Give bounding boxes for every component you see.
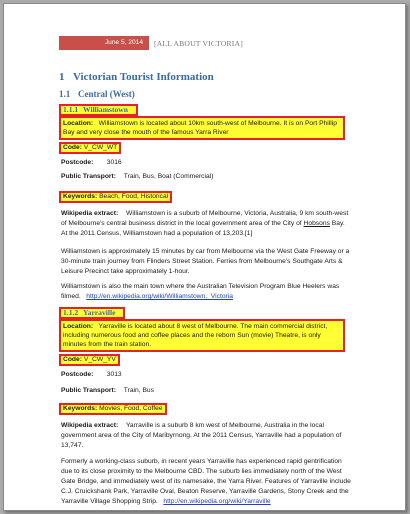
williamstown-heading-number: 1.1.1 xyxy=(63,105,79,114)
williamstown-location-text: Williamstown is located about 10km south-west of Melbourne. It is on Port Phillip Bay and very close the mouth of the famous Yarra River xyxy=(63,120,337,136)
yarraville-code xyxy=(59,354,120,366)
heading-2-text: Central (West) xyxy=(78,89,135,99)
williamstown-wiki-label: Wikipedia extract: xyxy=(61,210,119,217)
williamstown-wiki-extract xyxy=(61,209,351,239)
yarraville-code-value: V_CW_YV xyxy=(83,356,116,363)
williamstown-wiki-hobsons: Hobsons xyxy=(303,220,330,227)
yarraville-location xyxy=(59,319,345,352)
yarraville-location-text: Yarraville is located about 8 west of Melbourne. The main commercial district, including numerous food and coffee places and the reborn Sun (movie) Theatre, is only minutes from the train station. xyxy=(63,323,328,348)
williamstown-code-value: V_CW_WT xyxy=(83,144,118,151)
heading-1-text: Victorian Tourist Information xyxy=(73,71,214,83)
williamstown-wiki-link[interactable]: http://en.wikipedia.org/wiki/Williamstown,_Victoria xyxy=(86,293,233,300)
yarraville-code-label: Code: xyxy=(63,356,82,363)
williamstown-code-label: Code: xyxy=(63,144,82,151)
yarraville-postcode xyxy=(61,370,351,380)
yarraville-para-2-text: Formerly a working-class suburb, in recent years Yarraville has experienced rapid gentrification due to its close proximity to the Melbourne CBD. The suburb lies immediately north of the West Gate Bridge, and immediately west of its namesake, the Yarra River. Features of Yarraville include C.J. Cruickshank Park, Yarraville Oval, Beaton Reserve, Yarraville Gardens, Stony Creek and the Yarraville Village Shopping Strip. xyxy=(61,458,351,505)
williamstown-heading-text: Williamstown xyxy=(83,105,129,114)
williamstown-heading xyxy=(59,104,138,116)
williamstown-para-3 xyxy=(61,282,351,302)
williamstown-transport-label: Public Transport: xyxy=(61,173,116,180)
williamstown-location xyxy=(59,116,345,140)
williamstown-postcode xyxy=(61,158,351,168)
yarraville-location-label: Location: xyxy=(63,323,94,330)
heading-1 xyxy=(59,71,214,83)
williamstown-postcode-value: 3016 xyxy=(106,159,122,166)
williamstown-keywords-value: Beach, Food, Historical xyxy=(99,193,169,200)
williamstown-wiki-text-2: Bay. At the 2011 Census, Williamstown had a population of 13,203.[1] xyxy=(61,220,345,237)
yarraville-wiki-text: Yarraville is a suburb 8 km west of Melbourne, Australia in the local government area of the City of Maribyrnong. At the 2011 Census, Yarraville had a population of 13,747. xyxy=(61,422,342,449)
header-date: June 5, 2014 xyxy=(59,36,149,50)
yarraville-wiki-link[interactable]: http://en.wikipedia.org/wiki/Yarraville xyxy=(163,498,271,505)
yarraville-transport xyxy=(61,386,351,396)
williamstown-transport-value: Train, Bus, Boat (Commercial) xyxy=(123,173,214,180)
yarraville-heading-text: Yarraville xyxy=(83,308,116,317)
yarraville-keywords xyxy=(59,403,167,415)
header-title: [ALL ABOUT VICTORIA] xyxy=(154,38,243,48)
heading-2-number: 1.1 xyxy=(59,89,71,99)
document-page xyxy=(3,3,406,511)
yarraville-heading-number: 1.1.2 xyxy=(63,308,79,317)
williamstown-para-3-text: Williamstown is also the main town where the Australian Television Program Blue Heelers was filmed. xyxy=(61,283,340,300)
williamstown-location-label: Location: xyxy=(63,120,94,127)
heading-1-number: 1 xyxy=(59,71,65,83)
yarraville-wiki-extract xyxy=(61,421,351,451)
yarraville-keywords-value: Movies, Food, Coffee xyxy=(99,405,163,412)
yarraville-postcode-label: Postcode: xyxy=(61,371,94,378)
williamstown-keywords-label: Keywords: xyxy=(63,193,98,200)
williamstown-keywords xyxy=(59,191,172,203)
yarraville-heading xyxy=(59,307,125,319)
williamstown-wiki-text-1: Williamstown is a suburb of Melbourne, Victoria, Australia, 9 km south-west of Melbourne's central business district in the local government area of the City of xyxy=(61,210,349,227)
yarraville-transport-value: Train, Bus xyxy=(123,387,154,394)
yarraville-keywords-label: Keywords: xyxy=(63,405,98,412)
yarraville-transport-label: Public Transport: xyxy=(61,387,116,394)
page-header xyxy=(59,36,243,50)
yarraville-wiki-label: Wikipedia extract: xyxy=(61,422,119,429)
heading-2 xyxy=(59,89,135,99)
williamstown-transport xyxy=(61,172,351,182)
williamstown-postcode-label: Postcode: xyxy=(61,159,94,166)
yarraville-para-2 xyxy=(61,457,351,507)
yarraville-postcode-value: 3013 xyxy=(106,371,122,378)
williamstown-code xyxy=(59,142,121,154)
williamstown-para-2: Williamstown is approximately 15 minutes by car from Melbourne via the West Gate Freeway or a 30-minute train journey from Flinders Street Station. Ferries from Melbourne's Southgate Arts & Leisure Precinct take approximately 1-hour. xyxy=(61,248,350,275)
